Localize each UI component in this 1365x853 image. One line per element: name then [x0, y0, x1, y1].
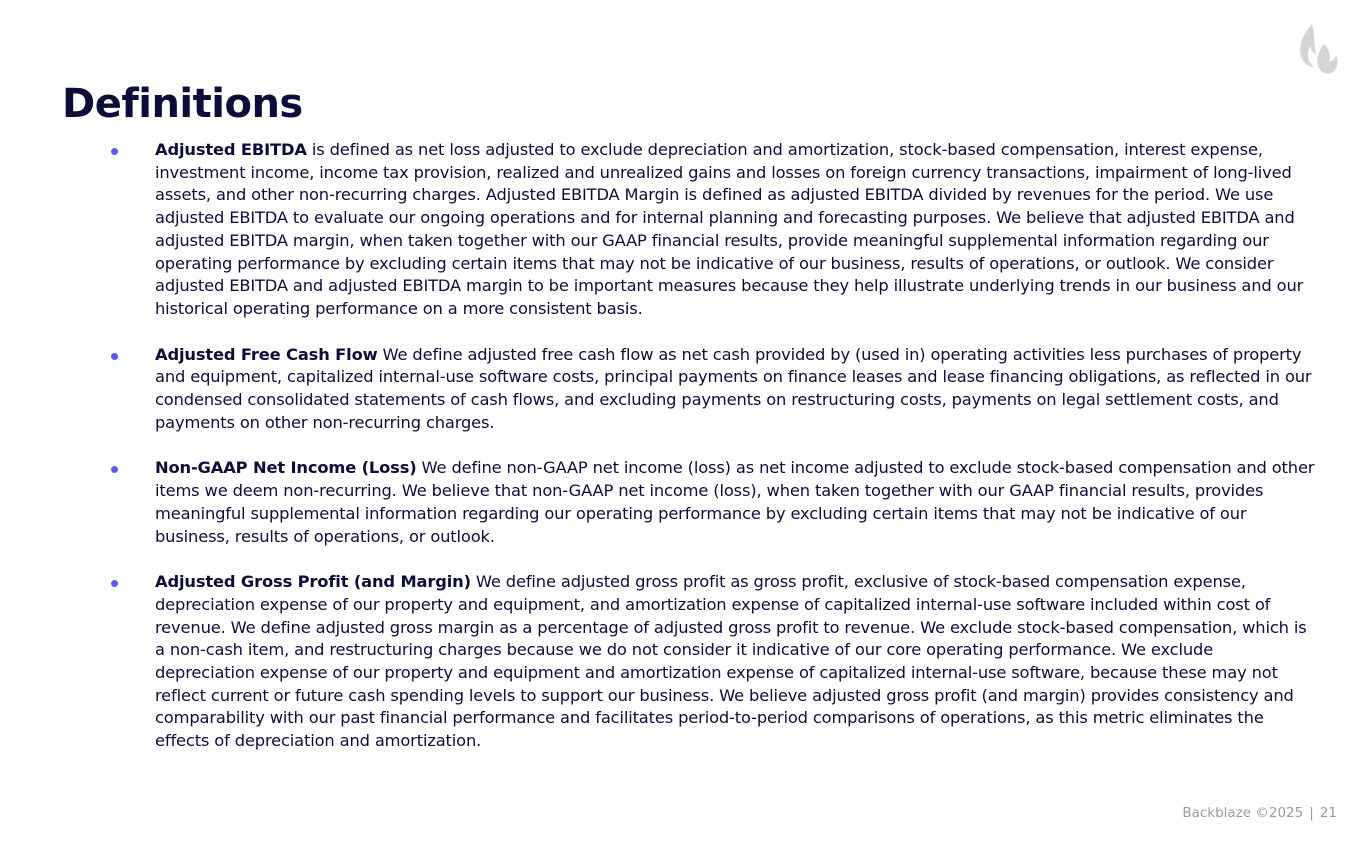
definition-term: Adjusted Gross Profit (and Margin)	[155, 572, 471, 592]
footer	[1182, 805, 1337, 821]
definition-non-gaap-net-income	[105, 457, 1317, 548]
bullet-icon	[111, 580, 118, 587]
definitions-list	[105, 139, 1317, 753]
page-number: 21	[1319, 805, 1337, 821]
footer-separator: |	[1309, 805, 1314, 821]
definition-text: We define non-GAAP net income (loss) as net income adjusted to exclude stock-based compensation and other items we deem non-recurring. We believe that non-GAAP net income (loss), when taken together with our GAAP financial results, provides meaningful supplemental information regarding our operating performance by excluding certain items that may not be indicative of our business, results of operations, or outlook.	[155, 458, 1315, 546]
page-title: Definitions	[62, 81, 303, 127]
definition-text: We define adjusted gross profit as gross profit, exclusive of stock-based compensation expense, depreciation expense of our property and equipment, and amortization expense of capitalized internal-use software included within cost of revenue. We define adjusted gross margin as a percentage of adjusted gross profit to revenue. We exclude stock-based compensation, which is a non-cash item, and restructuring charges because we do not consider it indicative of our core operating performance. We exclude depreciation expense of our property and equipment and amortization expense of capitalized internal-use software, because these may not reflect current or future cash spending levels to support our business. We believe adjusted gross profit (and margin) provides consistency and comparability with our past financial performance and facilitates period-to-period comparisons of operations, as this metric eliminates the effects of depreciation and amortization.	[155, 572, 1307, 751]
flame-icon	[1298, 22, 1338, 78]
definition-text: We define adjusted free cash flow as net cash provided by (used in) operating activities less purchases of property and equipment, capitalized internal-use software costs, principal payments on finance leases and lease financing obligations, as reflected in our condensed consolidated statements of cash flows, and excluding payments on restructuring costs, payments on legal settlement costs, and payments on other non-recurring charges.	[155, 344, 1312, 432]
definition-adjusted-free-cash-flow	[105, 344, 1317, 435]
definition-term: Adjusted Free Cash Flow	[155, 344, 378, 364]
definition-adjusted-ebitda	[105, 139, 1317, 321]
definition-adjusted-gross-profit	[105, 571, 1317, 753]
definition-term: Adjusted EBITDA	[155, 140, 307, 159]
footer-copyright: Backblaze ©2025	[1182, 805, 1304, 821]
bullet-icon	[111, 466, 118, 473]
definition-term: Non-GAAP Net Income (Loss)	[155, 458, 417, 478]
bullet-icon	[111, 353, 118, 360]
definition-text: is defined as net loss adjusted to exclude depreciation and amortization, stock-based compensation, interest expense, investment income, income tax provision, realized and unrealized gains and losses on foreign currency transactions, impairment of long-lived assets, and other non-recurring charges. Adjusted EBITDA Margin is defined as adjusted EBITDA divided by revenues for the period. We use adjusted EBITDA to evaluate our ongoing operations and for internal planning and forecasting purposes. We believe that adjusted EBITDA and adjusted EBITDA margin, when taken together with our GAAP financial results, provide meaningful supplemental information regarding our operating performance by excluding certain items that may not be indicative of our business, results of operations, or outlook. We consider adjusted EBITDA and adjusted EBITDA margin to be important measures because they help illustrate underlying trends in our business and our historical operating performance on a more consistent basis.	[155, 140, 1304, 318]
bullet-icon	[111, 148, 118, 155]
